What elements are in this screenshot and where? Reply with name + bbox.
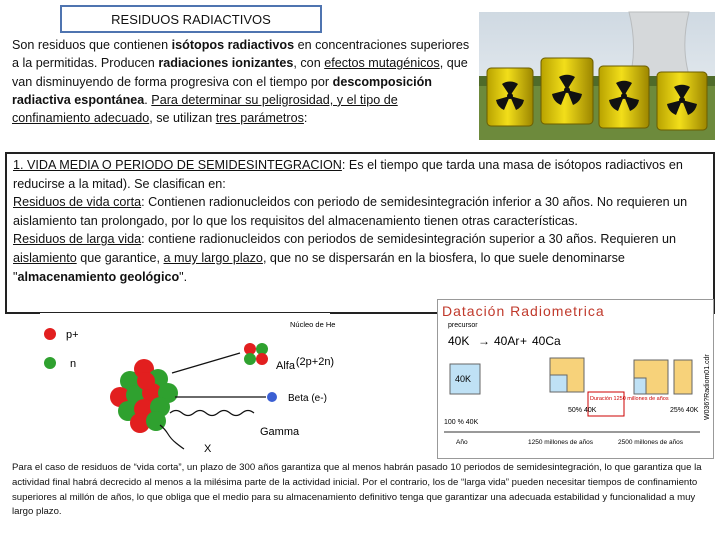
short-life-text: : Contienen radionucleidos con periodo de semidesintegración inferior a 30 años. No requieren un aislamiento tan prolongado, por lo que los requisitos del almacenamiento tienen otras características. xyxy=(13,195,688,228)
dating-title: Datación Radiometrica xyxy=(442,303,605,319)
pct25-label: 25% 40K xyxy=(670,407,699,414)
radioactive-decay-diagram xyxy=(40,313,336,455)
intro-text-4: , que van disminuyendo de forma progresiva con el tiempo por xyxy=(12,56,468,89)
long-life-text-3: , que no se dispersarán en la biosfera, lo que suele denominarse " xyxy=(13,250,625,284)
intro-text-3: , con xyxy=(293,56,325,71)
intro-text-2: en concentraciones superiores a la permitidas. Producen xyxy=(12,38,470,71)
short-life-heading: Residuos de vida corta xyxy=(13,195,142,210)
ca40-label: 40Ca xyxy=(532,334,561,348)
intro-text-5: . xyxy=(144,92,152,107)
time-axis-1: 1250 millones de años xyxy=(528,439,594,446)
alpha-label: Alfa xyxy=(276,360,295,372)
intro-bold-descomposicion: descomposición radiactiva espontánea xyxy=(12,74,432,107)
beta-label: Beta (e-) xyxy=(288,393,327,404)
half-life-definition: : Es el tiempo que tarda una masa de isótopos radiactivos en reducirse a la mitad). Se clasifican en: xyxy=(13,158,683,191)
cube-50 xyxy=(550,358,584,392)
x-ray-label: X xyxy=(204,443,212,455)
title-text: RESIDUOS RADIACTIVOS xyxy=(111,11,271,27)
duration-label: Duración 1250 millones de años xyxy=(590,396,669,402)
half-life-heading: 1. VIDA MEDIA O PERIODO DE SEMIDESINTEGRACION xyxy=(13,158,342,172)
bottom-paragraph: Para el caso de residuos de “vida corta”, un plazo de 300 años garantiza que al menos habrán pasado 10 periodos de semidesintegración, lo que garantiza que la actividad final habrá decrecido al menos a la milésima parte de la actividad inicial. Por el contrario, los de “larga vida” pueden necesitar tiempos de confinamiento superiores al millón de años, lo que obliga que el medio para su almacenamiento definitivo tenga que garantizar una adecuada estabilidad y funcionalidad a muy largo plazo. xyxy=(12,462,702,518)
proton-label: p+ xyxy=(66,329,79,341)
ar40-label: 40Ar xyxy=(494,334,520,348)
neutron-legend-icon xyxy=(44,357,56,369)
alpha-charge-label: (2p+2n) xyxy=(295,356,335,368)
cube-25 xyxy=(634,360,692,394)
intro-underline-parametros: tres parámetros xyxy=(215,111,304,126)
side-code-label: W036?Radiom01.cdr xyxy=(704,354,711,420)
radioactive-barrels-photo xyxy=(479,12,715,140)
cube-100 xyxy=(450,364,480,394)
nucleus-he-label: Núcleo de He xyxy=(290,320,336,329)
intro-underline-peligrosidad: Para determinar su peligrosidad, y el tipo de confinamiento adecuado xyxy=(12,92,398,126)
parent-label: precursor xyxy=(448,322,478,329)
intro-bold-isotopos: isótopos radiactivos xyxy=(171,38,295,52)
page-title xyxy=(60,5,322,33)
k40-label: 40K xyxy=(448,334,470,348)
pct50-label: 50% 40K xyxy=(568,407,597,414)
radiometric-dating-diagram xyxy=(437,299,714,459)
gamma-label: Gamma xyxy=(260,426,300,438)
intro-text-1: Son residuos que contienen xyxy=(12,38,172,52)
pct100-label: 100 % 40K xyxy=(444,419,479,426)
plus-label: + xyxy=(520,334,528,348)
long-life-heading: Residuos de larga vida xyxy=(13,232,142,247)
arrow-label: → xyxy=(478,334,490,348)
time-axis-2: 2500 millones de años xyxy=(618,439,684,446)
long-life-text-1: : contiene radionucleidos con periodos de semidesintegración superior a 30 años. Requieren un xyxy=(141,232,677,247)
long-life-text-4: ". xyxy=(179,269,188,284)
long-life-plazo: a muy largo plazo xyxy=(163,250,263,265)
intro-text-7: : xyxy=(303,111,308,126)
long-life-almacenamiento: almacenamiento geológico xyxy=(17,269,180,284)
intro-paragraph xyxy=(12,36,474,127)
time-axis-0: Año xyxy=(456,439,468,446)
neutron-label: n xyxy=(70,358,77,370)
intro-underline-mutagenicos: efectos mutagénicos xyxy=(324,56,440,71)
long-life-aislamiento: aislamiento xyxy=(13,250,77,265)
long-life-text-2: que garantice, xyxy=(76,250,164,265)
intro-text-6: , se utilizan xyxy=(149,111,216,126)
intro-bold-radiaciones: radiaciones ionizantes xyxy=(158,56,294,71)
half-life-box xyxy=(5,152,715,314)
proton-legend-icon xyxy=(44,328,56,340)
svg-text:40K: 40K xyxy=(455,374,472,384)
